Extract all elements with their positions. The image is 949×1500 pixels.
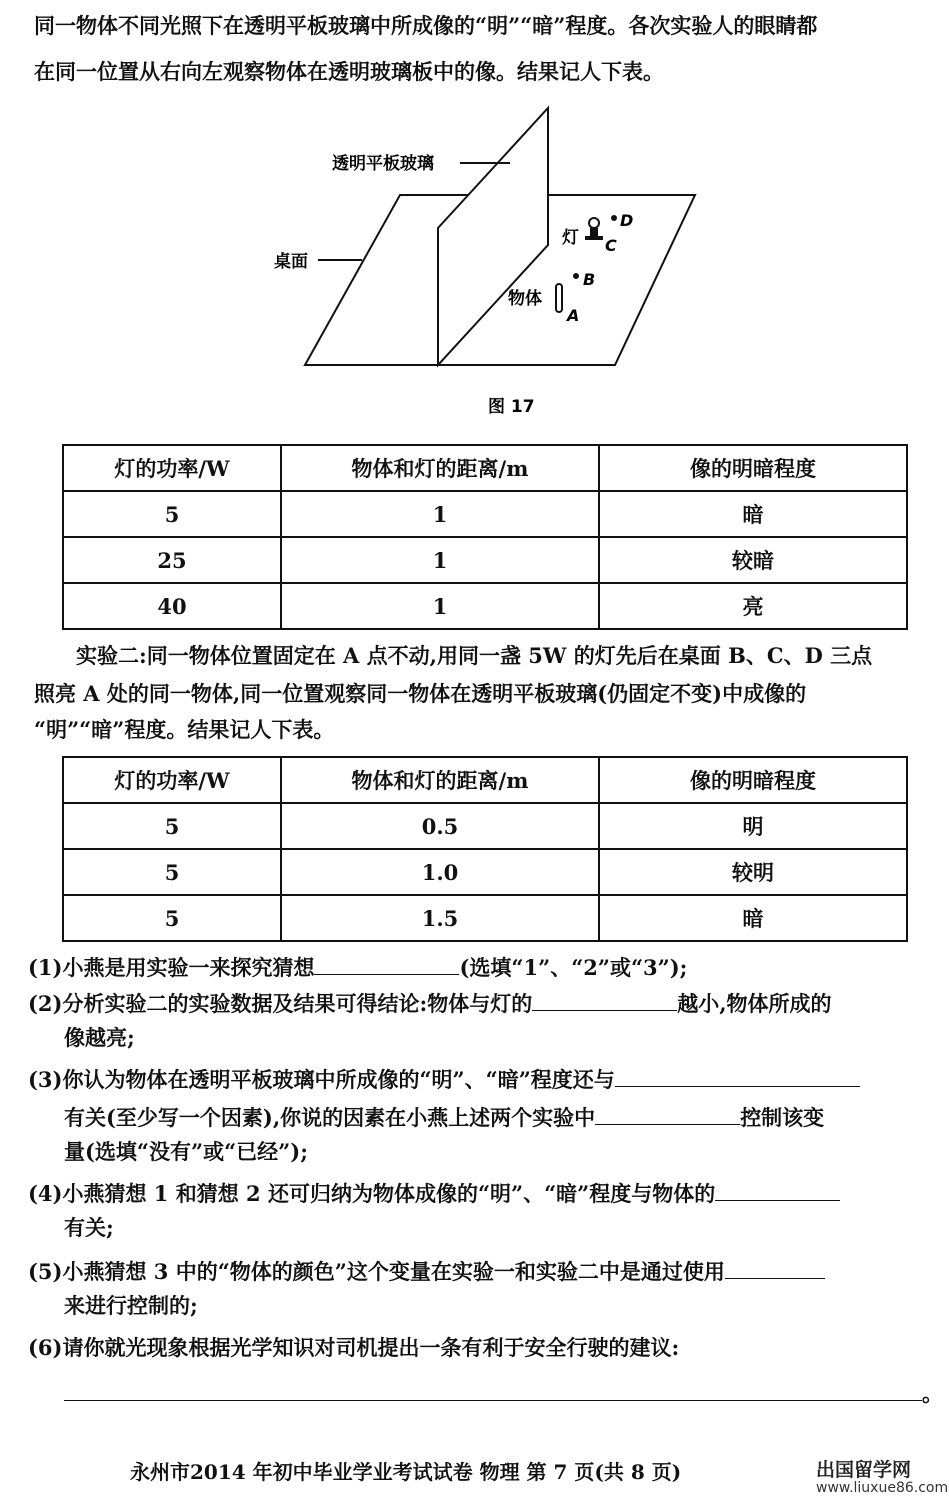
table-row: [63, 849, 907, 895]
question-1-hint: (选填“1”、“2”或“3”);: [459, 955, 688, 980]
table-header-cell: 灯的功率/W: [63, 445, 281, 491]
exp2-line-2: 照亮 A 处的同一物体,同一位置观察同一物体在透明平板玻璃(仍固定不变)中成像的: [34, 681, 807, 706]
question-5-line-2: 来进行控制的;: [64, 1293, 198, 1318]
object-label: 物体: [508, 289, 542, 309]
question-3-text-cont: 有关(至少写一个因素),你说的因素在小燕上述两个实验中: [64, 1105, 596, 1130]
answer-blank-2[interactable]: [532, 988, 677, 1011]
question-4-text: (4)小燕猜想 1 和猜想 2 还可归纳为物体成像的“明”、“暗”程度与物体的: [28, 1181, 716, 1206]
question-3: [28, 1064, 860, 1094]
question-6-end: 。: [922, 1381, 943, 1406]
point-c-label: C: [605, 236, 617, 255]
question-1: [28, 952, 687, 982]
table-header-cell: 物体和灯的距离/m: [281, 445, 599, 491]
table-row: [63, 491, 907, 537]
figure-17: [260, 100, 720, 430]
table-cell: 1: [281, 537, 599, 583]
answer-blank-4[interactable]: [715, 1178, 840, 1201]
intro-line-1: 同一物体不同光照下在透明平板玻璃中所成像的“明”“暗”程度。各次实验人的眼睛都: [34, 13, 818, 38]
question-2-text-cont: 越小,物体所成的: [677, 991, 832, 1016]
lamp-label: 灯: [562, 228, 579, 248]
table-header-cell: 物体和灯的距离/m: [281, 757, 599, 803]
table-cell: 0.5: [281, 803, 599, 849]
table-cell: 5: [63, 895, 281, 941]
table-label: 桌面: [274, 252, 308, 272]
table-cell: 1.0: [281, 849, 599, 895]
table-cell: 亮: [599, 583, 907, 629]
table-cell: 较暗: [599, 537, 907, 583]
question-1-text: (1)小燕是用实验一来探究猜想: [28, 955, 315, 980]
watermark: [816, 1455, 949, 1496]
table-cell: 较明: [599, 849, 907, 895]
point-a-label: A: [567, 306, 580, 325]
table-header-cell: 灯的功率/W: [63, 757, 281, 803]
table-row: [63, 895, 907, 941]
table-cell: 5: [63, 803, 281, 849]
question-3-line-3: 量(选填“没有”或“已经”);: [64, 1139, 308, 1164]
answer-blank-3a[interactable]: [615, 1064, 860, 1087]
answer-blank-6[interactable]: [64, 1378, 922, 1401]
question-3-text-cont2: 控制该变: [740, 1105, 825, 1130]
exp2-line-1: 实验二:同一物体位置固定在 A 点不动,用同一盏 5W 的灯先后在桌面 B、C、D 三点: [76, 643, 873, 668]
point-b-dot: [573, 273, 579, 279]
table-cell: 暗: [599, 895, 907, 941]
table-cell: 1: [281, 583, 599, 629]
table-row: [63, 583, 907, 629]
point-d-label: D: [620, 211, 634, 230]
point-b-label: B: [583, 270, 596, 289]
table-header-cell: 像的明暗程度: [599, 445, 907, 491]
table-cell: 25: [63, 537, 281, 583]
table-cell: 暗: [599, 491, 907, 537]
answer-blank-3b[interactable]: [595, 1102, 740, 1125]
point-d-dot: [611, 215, 617, 221]
question-4-line-2: 有关;: [64, 1215, 114, 1240]
lamp-icon: [585, 218, 603, 240]
exp2-line-3: “明”“暗”程度。结果记人下表。: [34, 717, 335, 742]
question-3-text: (3)你认为物体在透明平板玻璃中所成像的“明”、“暗”程度还与: [28, 1067, 615, 1092]
table-cell: 5: [63, 849, 281, 895]
table-header-row: [63, 757, 907, 803]
question-6: (6)请你就光现象根据光学知识对司机提出一条有利于安全行驶的建议:: [28, 1335, 680, 1360]
table-experiment-2: [62, 756, 908, 942]
question-4: [28, 1178, 840, 1208]
experiment-diagram: [260, 100, 720, 430]
watermark-url: www.liuxue86.com: [816, 1480, 949, 1496]
question-6-answer-line: [64, 1378, 943, 1408]
question-5: [28, 1256, 825, 1286]
question-2-text: (2)分析实验二的实验数据及结果可得结论:物体与灯的: [28, 991, 533, 1016]
question-2-line-2: 像越亮;: [64, 1025, 135, 1050]
question-2: [28, 988, 832, 1018]
table-header-row: [63, 445, 907, 491]
table-row: [63, 803, 907, 849]
object-rod: [556, 284, 562, 312]
table-row: [63, 537, 907, 583]
page-footer: 永州市2014 年初中毕业学业考试试卷 物理 第 7 页(共 8 页): [130, 1460, 682, 1484]
table-cell: 1: [281, 491, 599, 537]
glass-plate: [438, 108, 548, 365]
watermark-title: 出国留学网: [816, 1459, 912, 1481]
table-cell: 5: [63, 491, 281, 537]
table-cell: 明: [599, 803, 907, 849]
table-cell: 1.5: [281, 895, 599, 941]
question-5-text: (5)小燕猜想 3 中的“物体的颜色”这个变量在实验一和实验二中是通过使用: [28, 1259, 725, 1284]
question-3-line-2: [64, 1102, 824, 1132]
glass-label: 透明平板玻璃: [332, 154, 434, 174]
table-experiment-1: [62, 444, 908, 630]
answer-blank-5[interactable]: [725, 1256, 825, 1279]
intro-line-2: 在同一位置从右向左观察物体在透明玻璃板中的像。结果记人下表。: [34, 59, 664, 84]
figure-caption: 图 17: [488, 397, 535, 417]
answer-blank-1[interactable]: [314, 952, 459, 975]
table-header-cell: 像的明暗程度: [599, 757, 907, 803]
table-cell: 40: [63, 583, 281, 629]
